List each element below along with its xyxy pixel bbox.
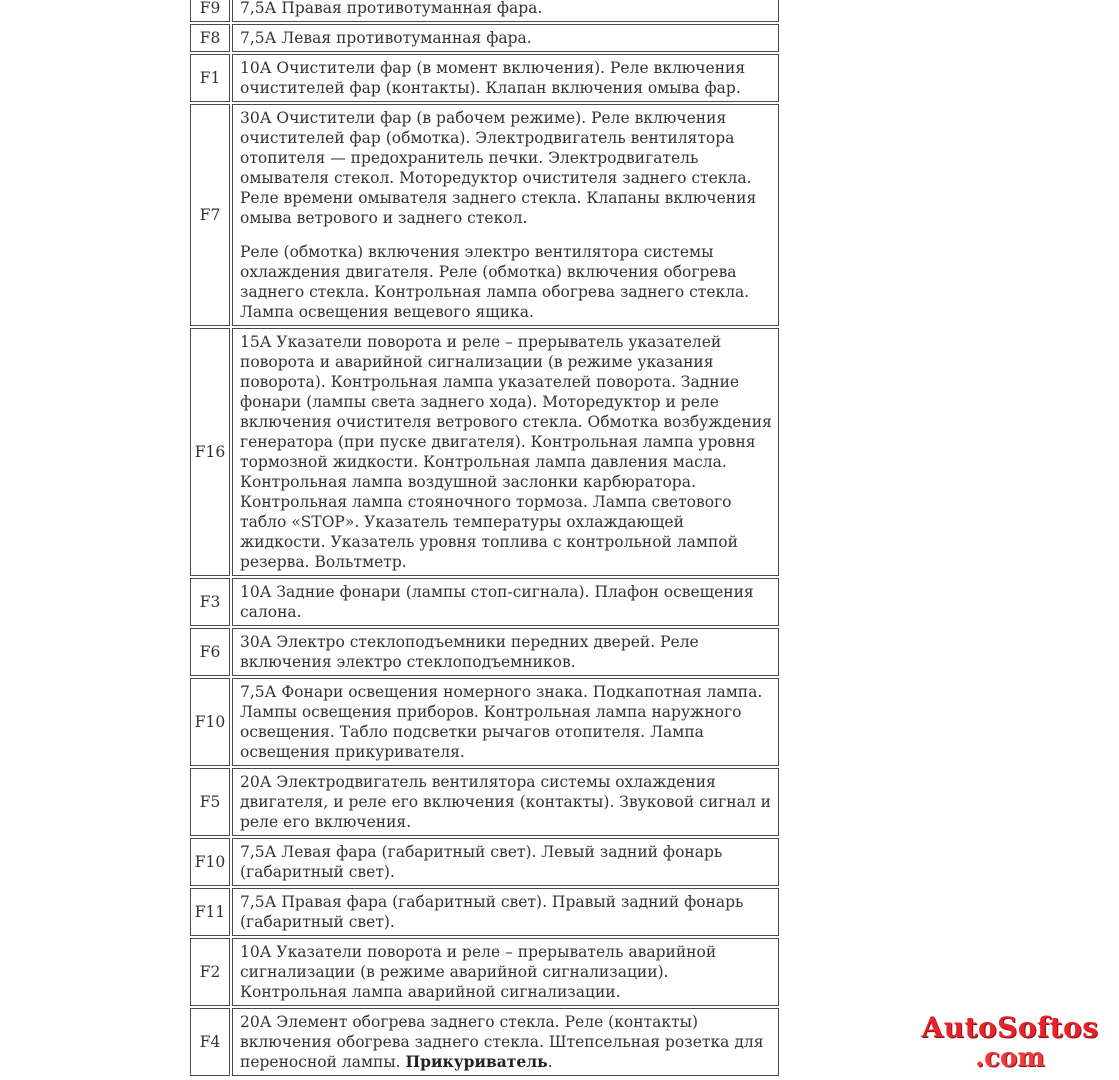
fuse-row: [190, 768, 779, 836]
fuse-row: [190, 628, 779, 676]
fuse-row: [190, 578, 779, 626]
fuse-description-paragraph: 10А Задние фонари (лампы стоп-сигнала). Плафон освещения салона.: [240, 583, 754, 621]
fuse-description-paragraph: 7,5А Фонари освещения номерного знака. Подкапотная лампа. Лампы освещения приборов. Контрольная лампа наружного освещения. Табло подсветки рычагов отопителя. Лампа освещения прикуривателя.: [240, 683, 763, 761]
fuse-row: [190, 888, 779, 936]
fuse-description: [232, 678, 779, 766]
fuse-row: [190, 678, 779, 766]
fuse-description: [232, 0, 779, 22]
fuse-description: [232, 54, 779, 102]
fuse-row: [190, 24, 779, 52]
fuse-description-paragraph: Реле (обмотка) включения электро вентилятора системы охлаждения двигателя. Реле (обмотка) включения обогрева заднего стекла. Контрольная лампа обогрева заднего стекла. Лампа освещения вещевого ящика.: [240, 243, 750, 321]
fuse-description-paragraph: 7,5А Левая противотуманная фара.: [240, 29, 532, 47]
fuse-description-paragraph: 20А Электродвигатель вентилятора системы охлаждения двигателя, и реле его включения (контакты). Звуковой сигнал и реле его включения.: [240, 773, 771, 831]
fuse-code: F6: [190, 628, 230, 676]
fuse-code: F10: [190, 838, 230, 886]
fuse-description-paragraph: 15А Указатели поворота и реле – прерыватель указателей поворота и аварийной сигнализации (в режиме указания поворота). Контрольная лампа указателей поворота. Задние фонари (лампы света заднего хода). Моторедуктор и реле включения очистителя ветрового стекла. Обмотка возбуждения генератора (при пуске двигателя). Контрольная лампа уровня тормозной жидкости. Контрольная лампа давления масла. Контрольная лампа воздушной заслонки карбюратора. Контрольная лампа стояночного тормоза. Лампа светового табло «STOP». Указатель температуры охлаждающей жидкости. Указатель уровня топлива с контрольной лампой резерва. Вольтметр.: [240, 333, 772, 571]
fuse-description-paragraph: 30А Электро стеклоподъемники передних дверей. Реле включения электро стеклоподъемников.: [240, 633, 699, 671]
fuse-description: [232, 328, 779, 576]
fuse-code: F4: [190, 1008, 230, 1076]
fuse-code: F1: [190, 54, 230, 102]
fuse-description-text: 20А Элемент обогрева заднего стекла. Реле (контакты) включения обогрева заднего стекла. Штепсельная розетка для переносной лампы.: [240, 1013, 764, 1071]
fuse-row: [190, 104, 779, 326]
fuse-description-paragraph: [240, 1012, 772, 1072]
watermark-logo: [915, 1013, 1105, 1073]
fuse-description: [232, 888, 779, 936]
fuse-code: F11: [190, 888, 230, 936]
fuse-row: [190, 54, 779, 102]
fuse-row: [190, 328, 779, 576]
watermark-domain: .com: [975, 1043, 1045, 1073]
fuse-code: F9: [190, 0, 230, 22]
fuse-table-body: [190, 0, 779, 1076]
fuse-row: [190, 1008, 779, 1076]
fuse-table: [188, 0, 781, 1078]
fuse-description: [232, 768, 779, 836]
fuse-description: [232, 838, 779, 886]
fuse-code: F16: [190, 328, 230, 576]
fuse-description-tail: .: [547, 1053, 553, 1071]
fuse-description-paragraph: 10А Указатели поворота и реле – прерыватель аварийной сигнализации (в режиме аварийной сигнализации). Контрольная лампа аварийной сигнализации.: [240, 943, 717, 1001]
fuse-description: [232, 938, 779, 1006]
fuse-code: F10: [190, 678, 230, 766]
fuse-description-bold: Прикуриватель: [405, 1052, 548, 1071]
fuse-description: [232, 628, 779, 676]
fuse-description: [232, 24, 779, 52]
fuse-row: [190, 0, 779, 22]
fuse-code: F2: [190, 938, 230, 1006]
fuse-description: [232, 1008, 779, 1076]
fuse-description-paragraph: 30А Очистители фар (в рабочем режиме). Реле включения очистителей фар (обмотка). Электродвигатель вентилятора отопителя — предохранитель печки. Электродвигатель омывателя стекол. Моторедуктор очистителя заднего стекла. Реле времени омывателя заднего стекла. Клапаны включения омыва ветрового и заднего стекол.: [240, 109, 757, 227]
fuse-row: [190, 838, 779, 886]
fuse-code: F8: [190, 24, 230, 52]
fuse-description-paragraph: 7,5А Правая противотуманная фара.: [240, 0, 543, 17]
fuse-code: F5: [190, 768, 230, 836]
fuse-description-paragraph: 7,5А Правая фара (габаритный свет). Правый задний фонарь (габаритный свет).: [240, 893, 744, 931]
fuse-description: [232, 578, 779, 626]
fuse-row: [190, 938, 779, 1006]
fuse-description: [232, 104, 779, 326]
fuse-code: F7: [190, 104, 230, 326]
fuse-code: F3: [190, 578, 230, 626]
watermark-name: AutoSoftos: [921, 1011, 1099, 1044]
fuse-description-paragraph: 10А Очистители фар (в момент включения). Реле включения очистителей фар (контакты). Клапан включения омыва фар.: [240, 59, 746, 97]
fuse-description-paragraph: 7,5А Левая фара (габаритный свет). Левый задний фонарь (габаритный свет).: [240, 843, 723, 881]
